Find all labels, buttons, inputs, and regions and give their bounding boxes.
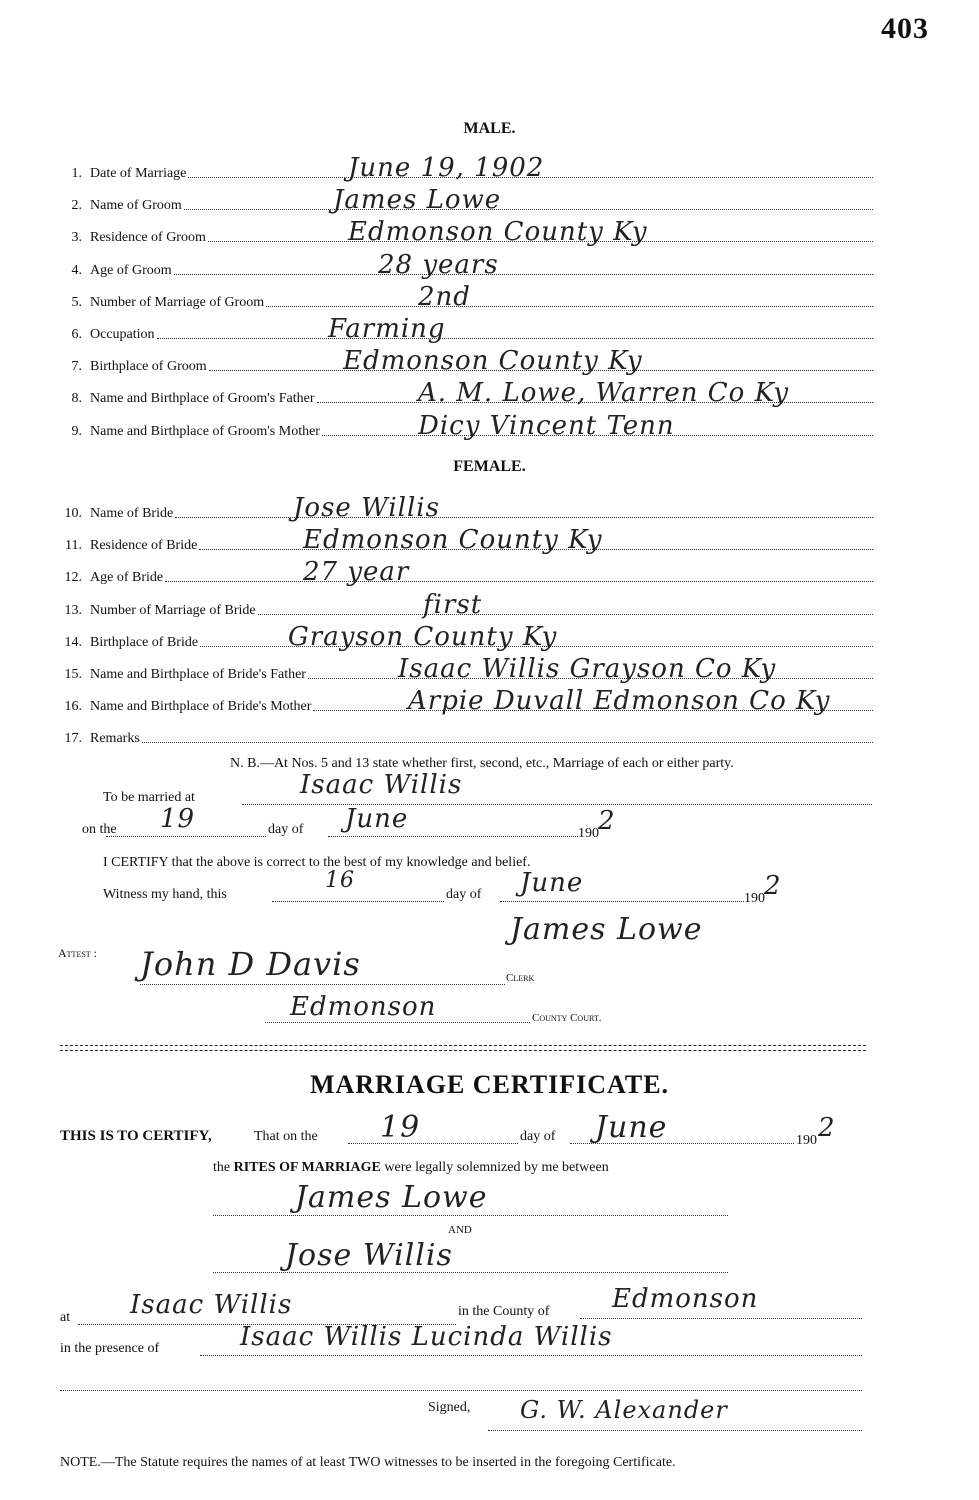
male-row [58,378,873,409]
row-number: 12. [64,570,82,586]
married-at-value: Isaac Willis [300,770,463,800]
male-heading: MALE. [463,120,516,137]
row-number: 16. [64,699,82,715]
row-number: 8. [71,391,82,407]
row-number: 5. [71,294,82,310]
row-value: James Lowe [333,185,502,216]
female-row [58,725,873,749]
row-label: Birthplace of Bride [90,634,199,650]
license-day-value: 19 [160,804,196,834]
row-value: Jose Willis [293,493,440,523]
row-number: 15. [64,667,82,682]
row-number: 2. [71,198,82,214]
female-heading: FEMALE. [453,458,526,475]
row-label: Birthplace of Groom [90,359,207,375]
row-line [258,614,873,615]
cert-bride: Jose Willis [285,1238,453,1273]
row-label: Name and Birthplace of Groom's Mother [90,423,320,439]
row-number: 13. [64,602,82,618]
row-label: Age of Bride [90,570,164,586]
row-value: Farming [328,314,446,344]
row-value: June 19, 1902 [348,153,545,183]
county-court-label: County Court. [532,1012,602,1024]
license-year-suffix: 2 [598,806,616,836]
cert-day-line [348,1143,518,1144]
row-number: 17. [64,731,82,747]
row-value: first [423,589,483,620]
clerk-signature: John D Davis [140,945,361,983]
female-row [58,557,873,588]
cert-day-of: day of [520,1129,556,1144]
row-number: 9. [71,423,82,439]
witness-year-suffix: 2 [764,871,782,901]
married-at-label: To be married at [103,790,195,805]
license-month-value: June [345,804,409,834]
section-divider [60,1045,866,1051]
male-row [58,185,873,216]
rites-line [213,1160,609,1176]
row-label: Name of Groom [90,198,182,214]
clerk-label: Clerk [506,972,535,984]
row-number: 4. [71,262,82,278]
cert-county-value: Edmonson [612,1284,759,1314]
row-value: A. M. Lowe, Warren Co Ky [418,378,790,409]
row-label: Name and Birthplace of Bride's Mother [90,699,312,715]
cert-day-value: 19 [380,1110,421,1145]
that-on-label: That on the [254,1129,318,1144]
row-line [174,274,873,275]
row-value: 28 years [378,249,499,280]
male-row [58,217,873,248]
row-value: Dicy Vincent Tenn [418,410,675,441]
cert-at-value: Isaac Willis [130,1290,293,1320]
row-label: Remarks [90,731,140,747]
female-row [58,686,873,717]
row-label: Number of Marriage of Groom [90,294,265,310]
row-line [175,517,873,518]
rites-bold: RITES OF MARRIAGE [233,1160,381,1175]
female-row [58,621,873,653]
row-label: Residence of Bride [90,538,198,554]
and-label: AND [448,1224,472,1236]
row-number: 7. [71,359,82,375]
attest-label: Attest : [58,946,97,960]
witness-month-value: June [520,868,584,898]
female-row [58,525,873,556]
row-number: 10. [64,506,82,521]
male-row [58,410,873,442]
row-number: 11. [65,538,82,554]
cert-groom: James Lowe [295,1180,488,1215]
row-label: Age of Groom [90,262,172,278]
row-line [184,209,873,210]
cert-year-suffix: 2 [818,1113,836,1143]
certify-text: I CERTIFY that the above is correct to the best of my knowledge and belief. [103,855,531,870]
row-label: Number of Marriage of Bride [90,602,256,618]
witness-day-value: 16 [325,868,355,893]
row-value: 27 year [303,557,410,588]
rites-pre: the [213,1160,231,1175]
cert-at-label: at [60,1310,71,1325]
row-value: Isaac Willis Grayson Co Ky [398,654,777,684]
witness-day-line [272,901,444,902]
row-value: Edmonson County Ky [348,217,648,248]
certificate-title: MARRIAGE CERTIFICATE. [309,1070,670,1099]
row-label: Date of Marriage [90,166,187,181]
day-of-label: day of [268,822,304,837]
nb-note: N. B.—At Nos. 5 and 13 state whether first, second, etc., Marriage of each or either party. [230,756,734,771]
male-row [58,249,873,281]
presence-line-2 [60,1390,862,1391]
row-label: Residence of Groom [90,230,206,246]
applicant-signature: James Lowe [510,912,703,947]
cert-county-label: in the County of [458,1304,550,1319]
row-number: 3. [71,230,82,246]
witness-year-prefix: 190 [744,891,765,906]
female-row [58,493,873,524]
signed-label: Signed, [428,1400,471,1415]
male-row [58,346,873,377]
female-row [58,589,873,621]
witness-label: Witness my hand, this [103,887,227,902]
row-value: 2nd [418,281,471,312]
row-value: Edmonson County Ky [303,525,603,556]
row-number: 14. [64,634,82,650]
female-row [58,654,873,685]
row-number: 6. [71,327,82,342]
male-row [58,314,873,345]
row-value: Grayson County Ky [288,621,558,652]
this-is-to-certify: THIS IS TO CERTIFY, [60,1128,212,1144]
statute-note: NOTE.—The Statute requires the names of at least TWO witnesses to be inserted in the foregoing Certificate. [60,1455,676,1470]
presence-label: in the presence of [60,1341,160,1356]
row-value: Arpie Duvall Edmonson Co Ky [408,686,831,717]
row-value: Edmonson County Ky [343,346,643,377]
row-line [165,581,873,582]
male-row [58,153,873,184]
row-number: 1. [71,166,82,181]
license-county-value: Edmonson [290,992,437,1022]
presence-value: Isaac Willis Lucinda Willis [240,1322,613,1352]
row-line [157,338,873,339]
on-the-label: on the [82,822,117,837]
cert-year-prefix: 190 [796,1133,817,1148]
page-number: 403 [881,12,929,45]
rites-post: were legally solemnized by me between [384,1160,609,1175]
row-line [142,742,873,743]
cert-month-value: June [595,1110,668,1145]
signed-value: G. W. Alexander [520,1396,728,1424]
row-label: Occupation [90,327,155,342]
row-label: Name of Bride [90,506,174,521]
row-label: Name and Birthplace of Groom's Father [90,391,315,407]
year-prefix: 190 [578,826,599,841]
male-row [58,281,873,313]
row-line [266,306,873,307]
witness-day-of: day of [446,887,482,902]
row-label: Name and Birthplace of Bride's Father [90,667,306,682]
